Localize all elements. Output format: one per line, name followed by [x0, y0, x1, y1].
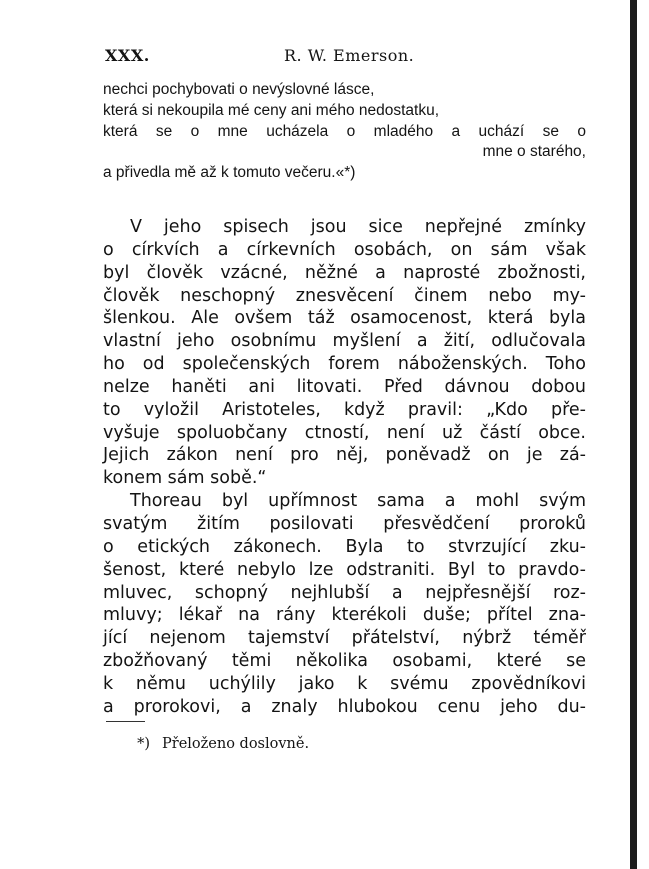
text-line: mluvec, schopný nejhlubší a nejpřesnější roz-: [103, 582, 586, 603]
text-line: k němu uchýlily jako k svému zpovědníkovi: [103, 673, 586, 694]
footnote-text: Přeloženo doslovně.: [162, 736, 310, 752]
footnote-rule: [106, 721, 145, 722]
text-line: jící nejenom tajemství přátelství, nýbrž téměř: [103, 628, 586, 649]
text-line: konem sám sobě.“: [103, 468, 267, 489]
book-spine-edge: [630, 0, 637, 869]
text-line: svatým žitím posilovati přesvědčení proroků: [103, 513, 586, 534]
text-line: o církvích a církevních osobách, on sám však: [103, 239, 586, 260]
text-line: byl člověk vzácné, něžné a naprosté zbožnosti,: [103, 262, 586, 283]
text-line: Thoreau byl upřímnost sama a mohl svým: [130, 491, 586, 512]
quoted-verse: [103, 80, 586, 184]
text-line: o etických zákonech. Byla to stvrzující zku-: [103, 536, 586, 557]
footnote: [103, 736, 309, 752]
text-line: šlenkou. Ale ovšem táž osamocenost, která byla: [103, 308, 586, 329]
verse-line: a přivedla mě až k tomuto večeru.«*): [103, 164, 356, 182]
text-line: a prorokovi, a znaly hlubokou cenu jeho du-: [103, 696, 586, 717]
text-line: ho od společenských forem náboženských. Toho: [103, 354, 586, 375]
verse-line: nechci pochybovati o nevýslovné lásce,: [103, 81, 375, 98]
footnote-marker: *): [137, 736, 150, 752]
text-line: V jeho spisech jsou sice nepřejné zmínky: [130, 217, 586, 237]
text-line: zbožňovaný těmi několika osobami, které se: [103, 651, 586, 672]
text-line: vlastní jeho osobnímu myšlení a žití, odlučovala: [103, 331, 586, 352]
text-line: Jejich zákon není pro něj, poněvadž on je zá-: [103, 445, 586, 466]
text-line: nelze haněti ani litovati. Před dávnou dobou: [103, 376, 586, 397]
verse-line: která si nekoupila mé ceny ani mého nedostatku,: [103, 101, 440, 119]
body-text: [103, 216, 586, 719]
text-line: člověk neschopný znesvěcení činem nebo my-: [103, 285, 586, 306]
text-line: vyšuje spoluobčany ctností, není už částí obce.: [103, 422, 586, 443]
page-number: XXX.: [105, 46, 150, 65]
text-line: mluvy; lékař na rány kterékoli duše; přítel zna-: [103, 605, 586, 626]
text-line: to vyložil Aristoteles, když pravil: „Kdo pře-: [103, 399, 586, 420]
verse-line: mne o starého,: [482, 143, 586, 161]
running-title: R. W. Emerson.: [284, 46, 415, 65]
running-header: [103, 46, 586, 68]
text-line: šenost, které nebylo lze odstraniti. Byl to pravdo-: [103, 559, 586, 580]
verse-line: která se o mne ucházela o mladého a uchází se o: [103, 122, 586, 140]
